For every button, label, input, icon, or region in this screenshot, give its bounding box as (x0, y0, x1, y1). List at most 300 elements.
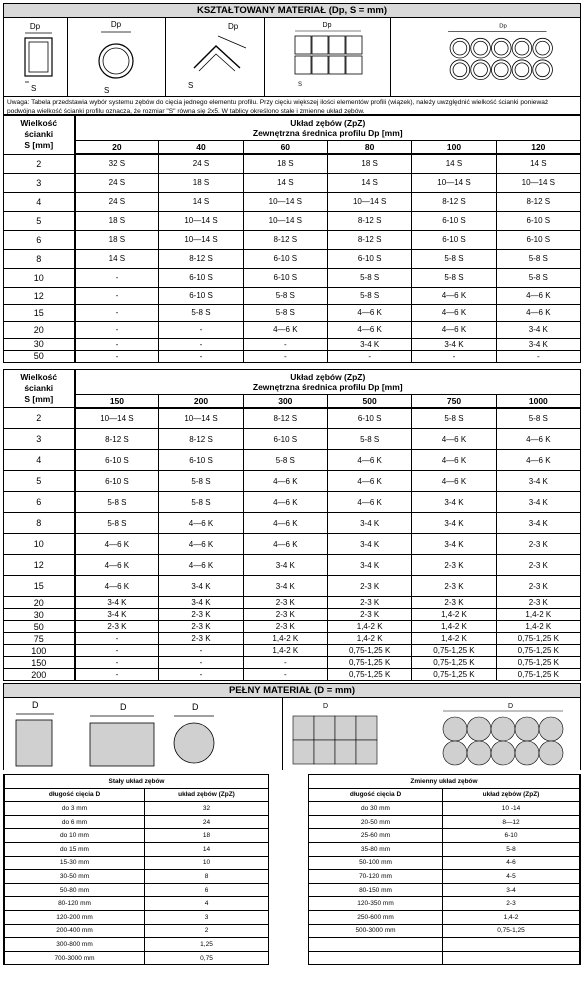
table-row (4, 492, 581, 513)
table-cell: - (75, 645, 159, 657)
tpi-cell: 1,4-2 (443, 910, 580, 924)
cut-length-cell: 35-80 mm (309, 842, 443, 856)
table-cell: 3-4 K (496, 513, 580, 534)
table-cell: 8-12 S (243, 230, 327, 249)
dp-label: Dp (322, 22, 332, 29)
cut-length-cell: 50-100 mm (309, 856, 443, 870)
table-cell: 0,75-1,25 K (496, 669, 580, 681)
d-label: D (508, 703, 514, 710)
column-header: 20 (75, 141, 159, 155)
table-row (4, 350, 581, 362)
wall-thickness-cell: 8 (4, 513, 75, 534)
table-cell: 24 S (159, 154, 243, 173)
wall-thickness-cell: 12 (4, 555, 75, 576)
table-cell: 2-3 K (159, 621, 243, 633)
table-cell: 2-3 K (412, 555, 496, 576)
table-cell: 4—6 K (159, 534, 243, 555)
tpi-cell: 14 (145, 842, 269, 856)
table-cell: 5-8 S (159, 304, 243, 321)
dp-label: Dp (110, 20, 122, 29)
table-cell: 2-3 K (496, 534, 580, 555)
tpi-cell: 8 (145, 870, 269, 884)
cut-length-cell (309, 951, 443, 965)
table-cell: 4—6 K (412, 429, 496, 450)
table-cell: - (159, 645, 243, 657)
table-cell: 0,75-1,25 K (412, 657, 496, 669)
wall-thickness-cell: 5 (4, 211, 75, 230)
s-label: S (298, 82, 303, 88)
tpi-cell (443, 938, 580, 952)
table-cell: 4—6 K (496, 287, 580, 304)
wall-thickness-cell: 20 (4, 321, 75, 338)
table-cell: 4—6 K (412, 321, 496, 338)
table-cell: 4—6 K (75, 534, 159, 555)
table-cell: 6-10 S (412, 211, 496, 230)
table-row (4, 304, 581, 321)
usage-note: Uwaga: Tabela przedstawia wybór systemu zębów do cięcia jednego elementu profilu. Przy cięciu większej ilości elementów profili (wiązek), należy uwzględnić wielkość ścianki ponieważ podwójna wielkość ścianki profilu oznacza, że rozmiar "S" równa się 2x5. W tablicy określono stałe i zmienne układ zębów. (3, 96, 581, 115)
dp-label: Dp (29, 22, 41, 31)
table-cell: 5-8 S (243, 287, 327, 304)
table-cell: 10—14 S (159, 230, 243, 249)
wall-thickness-cell: 2 (4, 408, 75, 429)
wall-thickness-cell: 10 (4, 534, 75, 555)
table-cell: 8-12 S (412, 192, 496, 211)
tpi-cell: 24 (145, 815, 269, 829)
table-cell: 5-8 S (412, 268, 496, 287)
tpi-cell: 8—12 (443, 815, 580, 829)
table-row (5, 802, 269, 816)
table-row (309, 938, 580, 952)
table-row (4, 609, 581, 621)
s-label: S (31, 84, 37, 93)
table-cell: 6-10 S (243, 429, 327, 450)
shaped-material-title: KSZTAŁTOWANY MATERIAŁ (Dp, S = mm) (3, 3, 581, 18)
table-row (309, 897, 580, 911)
wall-thickness-cell: 20 (4, 597, 75, 609)
wall-thickness-cell: 100 (4, 645, 75, 657)
table-cell: 14 S (327, 173, 411, 192)
table-row (309, 842, 580, 856)
tpi-cell: 4 (145, 897, 269, 911)
table-row (4, 192, 581, 211)
wall-thickness-cell: 5 (4, 471, 75, 492)
solid-material-tables (3, 774, 581, 965)
table-cell: 5-8 S (159, 471, 243, 492)
solid-bundle-figures (283, 698, 580, 770)
table-cell: 3-4 K (75, 609, 159, 621)
wall-thickness-cell: 3 (4, 173, 75, 192)
tube-bundle-figure (391, 18, 580, 96)
table-cell: 5-8 S (412, 408, 496, 429)
table-cell: 2-3 K (243, 609, 327, 621)
table-cell: 10—14 S (327, 192, 411, 211)
table-row (4, 645, 581, 657)
table-cell: 5-8 S (496, 408, 580, 429)
table-row (5, 938, 269, 952)
table-row (309, 883, 580, 897)
table-cell: 3-4 K (496, 321, 580, 338)
table-cell: 0,75-1,25 K (496, 657, 580, 669)
wall-thickness-cell: 12 (4, 287, 75, 304)
table-row (4, 338, 581, 350)
table-cell: 6-10 S (327, 249, 411, 268)
table-row (4, 669, 581, 681)
table-cell: 6-10 S (159, 268, 243, 287)
table-cell: - (75, 304, 159, 321)
table-cell: - (75, 321, 159, 338)
table-cell: 6-10 S (75, 471, 159, 492)
angle-profile-figure (166, 18, 265, 96)
table-cell: 6-10 S (243, 268, 327, 287)
table-cell: - (75, 287, 159, 304)
cut-length-cell: do 3 mm (5, 802, 145, 816)
wall-thickness-cell: 15 (4, 576, 75, 597)
square-bundle-figure (265, 18, 391, 96)
table-row (309, 924, 580, 938)
table-row (4, 173, 581, 192)
variable-pitch-title: Zmienny układ zębów (309, 775, 580, 789)
table-cell: 6-10 S (243, 249, 327, 268)
cut-length-cell: 30-50 mm (5, 870, 145, 884)
table-cell: 4—6 K (243, 321, 327, 338)
table-cell: 4—6 K (159, 555, 243, 576)
table-cell: 0,75-1,25 K (412, 669, 496, 681)
tpi-cell: 2 (145, 924, 269, 938)
table-row (309, 951, 580, 965)
table-cell: 18 S (159, 173, 243, 192)
cut-length-cell: 120-350 mm (309, 897, 443, 911)
table-cell: 2-3 K (412, 576, 496, 597)
table-cell: 0,75-1,25 K (327, 657, 411, 669)
square-profile-figure (4, 18, 68, 96)
tpi-cell: 3 (145, 910, 269, 924)
table-row (5, 897, 269, 911)
table-cell: - (496, 350, 580, 362)
table-cell: 3-4 K (412, 513, 496, 534)
table-cell: 1,4-2 K (496, 621, 580, 633)
cut-length-cell: 50-80 mm (5, 883, 145, 897)
table-cell: - (327, 350, 411, 362)
table-row (5, 910, 269, 924)
tpi-cell: 6 (145, 883, 269, 897)
table-cell: 8-12 S (243, 408, 327, 429)
table-row (4, 534, 581, 555)
solid-material-title: PEŁNY MATERIAŁ (D = mm) (3, 683, 581, 698)
tooth-pitch-table-large (3, 369, 581, 682)
table-row (5, 924, 269, 938)
wall-thickness-cell: 50 (4, 350, 75, 362)
table-cell: 5-8 S (412, 249, 496, 268)
table-cell: 10—14 S (496, 173, 580, 192)
table-cell: - (243, 338, 327, 350)
d-label: D (120, 702, 127, 712)
table-cell: 14 S (412, 154, 496, 173)
tpi-cell (443, 951, 580, 965)
table-cell: - (75, 633, 159, 645)
column-header: 100 (412, 141, 496, 155)
tpi-header: układ zębów (ZpZ) (443, 788, 580, 802)
table-row (4, 657, 581, 669)
document-page (3, 3, 581, 965)
table-cell: 2-3 K (243, 597, 327, 609)
table-row (4, 621, 581, 633)
table-cell: 24 S (75, 192, 159, 211)
table-cell: 4—6 K (412, 471, 496, 492)
table-row (4, 576, 581, 597)
table-row (4, 513, 581, 534)
table-row (5, 829, 269, 843)
table-cell: 1,4-2 K (412, 633, 496, 645)
table-row (4, 555, 581, 576)
table-cell: 0,75-1,25 K (412, 645, 496, 657)
table-row (4, 211, 581, 230)
table-cell: 18 S (327, 154, 411, 173)
table-cell: 2-3 K (327, 597, 411, 609)
wall-thickness-cell: 3 (4, 429, 75, 450)
table-cell: - (75, 338, 159, 350)
table-cell: 5-8 S (327, 268, 411, 287)
wall-thickness-cell: 4 (4, 192, 75, 211)
table-cell: 4—6 K (159, 513, 243, 534)
table-cell: - (159, 338, 243, 350)
table-cell: 3-4 K (327, 534, 411, 555)
table-row (4, 154, 581, 173)
table-cell: 3-4 K (159, 576, 243, 597)
table-row (5, 883, 269, 897)
table-row (4, 633, 581, 645)
d-label: D (32, 700, 39, 710)
solid-figures (3, 698, 581, 770)
table-cell: 5-8 S (496, 249, 580, 268)
table-cell: - (243, 657, 327, 669)
table-cell: 2-3 K (496, 576, 580, 597)
s-label: S (104, 86, 110, 95)
cut-length-cell: do 15 mm (5, 842, 145, 856)
table-cell: 6-10 S (75, 450, 159, 471)
table-cell: 18 S (75, 230, 159, 249)
table-cell: 3-4 K (243, 555, 327, 576)
table-cell: 3-4 K (327, 513, 411, 534)
cut-length-cell: 120-200 mm (5, 910, 145, 924)
column-header: 500 (327, 394, 411, 408)
table-cell: 5-8 S (159, 492, 243, 513)
table-cell: 1,4-2 K (327, 621, 411, 633)
table-cell: 3-4 K (75, 597, 159, 609)
table-cell: - (75, 657, 159, 669)
table-row (309, 815, 580, 829)
d-label: D (323, 703, 329, 710)
wall-thickness-cell: 2 (4, 154, 75, 173)
table-row (4, 287, 581, 304)
table-row (4, 408, 581, 429)
profile-figures (3, 18, 581, 96)
wall-thickness-cell: 6 (4, 492, 75, 513)
table-cell: 4—6 K (243, 471, 327, 492)
column-header: 60 (243, 141, 327, 155)
table-row (309, 910, 580, 924)
table-cell: 1,4-2 K (243, 633, 327, 645)
table-cell: 2-3 K (412, 597, 496, 609)
tooth-pitch-table-small (3, 115, 581, 363)
cut-length-cell: do 10 mm (5, 829, 145, 843)
table-cell: 6-10 S (412, 230, 496, 249)
table-cell: 4—6 K (243, 534, 327, 555)
fixed-pitch-title: Stały układ zębów (5, 775, 269, 789)
table-cell: 5-8 S (327, 287, 411, 304)
table-cell: 4—6 K (243, 492, 327, 513)
tpi-cell: 5-8 (443, 842, 580, 856)
table-cell: - (159, 669, 243, 681)
tpi-cell: 4-5 (443, 870, 580, 884)
table-row (5, 870, 269, 884)
table-cell: 10—14 S (412, 173, 496, 192)
table-cell: 8-12 S (159, 429, 243, 450)
table-cell: 0,75-1,25 K (327, 669, 411, 681)
tpi-cell: 3-4 (443, 883, 580, 897)
table-cell: - (75, 268, 159, 287)
table-cell: 4—6 K (243, 513, 327, 534)
table-cell: 2-3 K (327, 576, 411, 597)
table-row (4, 249, 581, 268)
table-cell: 4—6 K (412, 304, 496, 321)
wall-thickness-cell: 15 (4, 304, 75, 321)
column-header: 1000 (496, 394, 580, 408)
table-cell: 5-8 S (243, 450, 327, 471)
table-cell: 8-12 S (327, 211, 411, 230)
table-cell: 4—6 K (496, 429, 580, 450)
tpi-cell: 18 (145, 829, 269, 843)
wall-thickness-cell: 4 (4, 450, 75, 471)
table-row (309, 829, 580, 843)
table-cell: 4—6 K (327, 450, 411, 471)
cut-length-cell: 25-60 mm (309, 829, 443, 843)
wall-thickness-header: Wielkość ścianki S [mm] (4, 116, 75, 155)
table-cell: 18 S (243, 154, 327, 173)
table-cell: 2-3 K (75, 621, 159, 633)
variable-pitch-table (308, 774, 580, 965)
table-cell: 8-12 S (75, 429, 159, 450)
table-row (5, 856, 269, 870)
cut-length-cell: 700-3000 mm (5, 951, 145, 965)
table-cell: - (243, 669, 327, 681)
wall-thickness-cell: 75 (4, 633, 75, 645)
table-cell: 18 S (75, 211, 159, 230)
cut-length-cell: 20-50 mm (309, 815, 443, 829)
table-cell: 2-3 K (496, 597, 580, 609)
wall-thickness-cell: 10 (4, 268, 75, 287)
cut-length-cell: 200-400 mm (5, 924, 145, 938)
cut-length-cell: 300-800 mm (5, 938, 145, 952)
table-cell: 8-12 S (327, 230, 411, 249)
table-cell: 5-8 S (75, 492, 159, 513)
table-cell: 3-4 K (412, 492, 496, 513)
dp-label: Dp (228, 22, 239, 31)
column-header: 120 (496, 141, 580, 155)
table-cell: 3-4 K (243, 576, 327, 597)
cut-length-header: długość cięcia D (309, 788, 443, 802)
table-row (5, 951, 269, 965)
table-cell: 1,4-2 K (327, 633, 411, 645)
table-cell: - (75, 669, 159, 681)
table-cell: 14 S (496, 154, 580, 173)
tpi-cell: 0,75-1,25 (443, 924, 580, 938)
table-row (4, 597, 581, 609)
table-cell: - (75, 350, 159, 362)
cut-length-cell: 15-30 mm (5, 856, 145, 870)
tpi-cell: 0,75 (145, 951, 269, 965)
table-cell: 6-10 S (159, 287, 243, 304)
table-cell: 4—6 K (496, 450, 580, 471)
cut-length-cell: 80-120 mm (5, 897, 145, 911)
cut-length-cell (309, 938, 443, 952)
tpi-cell: 10 (145, 856, 269, 870)
table-cell: 1,4-2 K (496, 609, 580, 621)
tpi-cell: 10 -14 (443, 802, 580, 816)
wall-thickness-cell: 30 (4, 338, 75, 350)
table-cell: 6-10 S (327, 408, 411, 429)
table-cell: 2-3 K (327, 609, 411, 621)
table-row (4, 268, 581, 287)
table-cell: 10—14 S (159, 211, 243, 230)
table-cell: 0,75-1,25 K (496, 645, 580, 657)
table-cell: 3-4 K (327, 555, 411, 576)
table-cell: - (159, 321, 243, 338)
table-cell: 1,4-2 K (243, 645, 327, 657)
tooth-pitch-header: Układ zębów (ZpZ) Zewnętrzna średnica profilu Dp [mm] (75, 116, 581, 141)
column-header: 750 (412, 394, 496, 408)
table-cell: 10—14 S (243, 192, 327, 211)
column-header: 200 (159, 394, 243, 408)
table-cell: 2-3 K (243, 621, 327, 633)
table-cell: 4—6 K (327, 471, 411, 492)
wall-thickness-cell: 8 (4, 249, 75, 268)
table-cell: 2-3 K (496, 555, 580, 576)
column-header: 150 (75, 394, 159, 408)
table-cell: 5-8 S (75, 513, 159, 534)
table-cell: 4—6 K (327, 492, 411, 513)
table-cell: 14 S (243, 173, 327, 192)
cut-length-cell: 70-120 mm (309, 870, 443, 884)
table-cell: 3-4 K (412, 338, 496, 350)
column-header: 300 (243, 394, 327, 408)
table-cell: 6-10 S (159, 450, 243, 471)
cut-length-cell: do 6 mm (5, 815, 145, 829)
table-cell: 2-3 K (159, 609, 243, 621)
s-label: S (188, 81, 194, 90)
table-cell: 4—6 K (412, 287, 496, 304)
table-cell: 6-10 S (496, 230, 580, 249)
table-cell: 14 S (75, 249, 159, 268)
d-label: D (192, 702, 199, 712)
wall-thickness-cell: 6 (4, 230, 75, 249)
table-cell: 14 S (159, 192, 243, 211)
table-cell: 10—14 S (75, 408, 159, 429)
table-cell: 3-4 K (412, 534, 496, 555)
solid-bar-figures (4, 698, 283, 770)
table-cell: 4—6 K (412, 450, 496, 471)
cut-length-cell: 250-600 mm (309, 910, 443, 924)
table-cell: 4—6 K (327, 304, 411, 321)
table-row (4, 450, 581, 471)
table-cell: 5-8 S (327, 429, 411, 450)
table-cell: 5-8 S (243, 304, 327, 321)
table-cell: 4—6 K (327, 321, 411, 338)
table-cell: - (159, 657, 243, 669)
table-cell: - (159, 350, 243, 362)
table-cell: 3-4 K (159, 597, 243, 609)
tpi-header: układ zębów (ZpZ) (145, 788, 269, 802)
column-header: 40 (159, 141, 243, 155)
